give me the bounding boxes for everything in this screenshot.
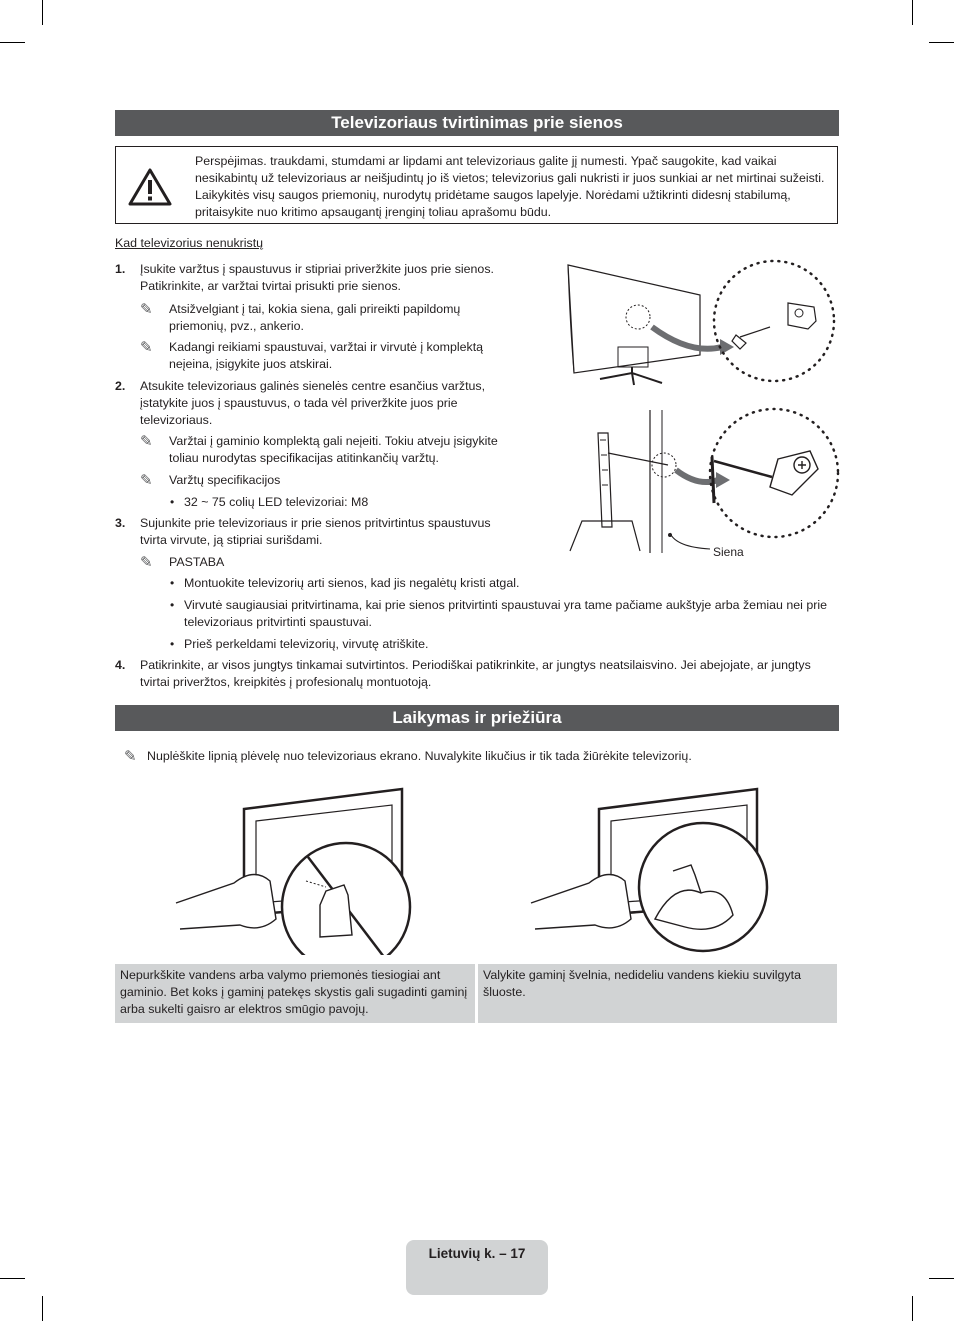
- warning-box: [115, 146, 838, 224]
- step-text: Įsukite varžtus į spaustuvus ir stipriai priveržkite juos prie sienos. Patikrinkite, ar varžtai tvirtai prisukti prie sienos.: [140, 262, 494, 293]
- note-text: Varžtai į gaminio komplektą gali neįeiti. Tokiu atveju įsigykite toliau nurodytas specifikacijas atitinkančių varžtų.: [169, 434, 498, 465]
- note-text: Kadangi reikiami spaustuvai, varžtai ir virvutė į komplektą neįeina, įsigykite juos atskirai.: [169, 340, 484, 371]
- page-number-label: Lietuvių k. – 17: [406, 1240, 548, 1295]
- warning-body: . traukdami, stumdami ar lipdami ant televizoriaus galite jį numesti. Ypač saugokite, kad vaikai nesikabintų už televizoriaus ar neišjudintų jo iš vietos; televizorius gali nukristi ir juos sunkiai ar net mirtinai sužeisti. Laikykitės visų saugos priemonių, nurodytų pridėtame saugos lapelyje. Norėdami užtikrinti didesnį stabilumą, pritaisykite nuo kritimo apsaugantį įrenginį toliau aprašomu būdu.: [195, 154, 825, 219]
- section-title-wall-mount: Televizoriaus tvirtinimas prie sienos: [115, 110, 839, 136]
- note-text: Varžtų specifikacijos: [169, 473, 281, 487]
- wall-mount-illustration: [540, 255, 840, 555]
- step-number: 4.: [115, 658, 126, 672]
- pastaba-bullet: Montuokite televizorių arti sienos, kad jis negalėtų kristi atgal.: [184, 576, 520, 590]
- step-number: 2.: [115, 379, 126, 393]
- care-note-text: Nuplėškite lipnią plėvelę nuo televizoriaus ekrano. Nuvalykite likučius ir tik tada žiūrėkite televizorių.: [147, 749, 692, 763]
- pastaba-bullet: Virvutė saugiausiai pritvirtinama, kai prie sienos pritvirtinti spaustuvai yra tame pačiame aukštyje arba žemiau nei prie televizoriaus pritvirtinti spaustuvai.: [184, 598, 828, 629]
- step-text: Patikrinkite, ar visos jungtys tinkamai sutvirtintos. Periodiškai patikrinkite, ar jungtys neatsilaisvino. Jei abejojate, ar jungtys tvirtai priveržtos, kreipkitės į profesionalų montuotoją.: [140, 658, 811, 689]
- pencil-note-icon: ✎: [140, 339, 153, 356]
- pastaba-label: PASTABA: [169, 555, 225, 569]
- section-title-care: Laikymas ir priežiūra: [115, 705, 839, 731]
- wall-label: Siena: [713, 545, 744, 559]
- pencil-note-icon: ✎: [140, 301, 153, 318]
- warning-text: [195, 153, 825, 221]
- crop-mark: [0, 42, 25, 43]
- pencil-note-icon: ✎: [140, 554, 153, 571]
- step-text: Sujunkite prie televizoriaus ir prie sienos pritvirtintus spaustuvus tvirta virvute, ją stipriai surišdami.: [140, 516, 491, 547]
- caption-no-spray: Nepurkškite vandens arba valymo priemonės tiesiogiai ant gaminio. Bet koks į gaminį patekęs skystis gali sugadinti gaminį arba sukelti gaisro ar elektros smūgio pavojų.: [115, 964, 475, 1023]
- subtitle-prevent-fall: Kad televizorius nenukristų: [115, 236, 264, 250]
- bullet: •: [170, 495, 175, 509]
- pencil-note-icon: ✎: [124, 748, 137, 765]
- caption-damp-cloth: Valykite gaminį švelnia, nedideliu vandens kiekiu suvilgyta šluoste.: [478, 964, 837, 1023]
- warning-triangle-icon: [127, 167, 173, 207]
- warning-label: Perspėjimas: [195, 154, 264, 168]
- spec-bullet-text: 32 ~ 75 colių LED televizoriai: M8: [184, 495, 369, 509]
- bullet: •: [170, 637, 175, 651]
- bullet: •: [170, 576, 175, 590]
- crop-mark: [912, 0, 913, 25]
- crop-mark: [42, 0, 43, 25]
- step-number: 3.: [115, 516, 126, 530]
- crop-mark: [42, 1296, 43, 1321]
- pencil-note-icon: ✎: [140, 472, 153, 489]
- damp-cloth-illustration: [525, 785, 785, 955]
- step-text: Atsukite televizoriaus galinės sienelės centre esančius varžtus, įstatykite juos į spaustuvus, o tada vėl priveržkite juos prie televizoriaus.: [140, 379, 486, 427]
- bullet: •: [170, 598, 175, 612]
- pencil-note-icon: ✎: [140, 433, 153, 450]
- step-number: 1.: [115, 262, 126, 276]
- crop-mark: [912, 1296, 913, 1321]
- crop-mark: [929, 42, 954, 43]
- crop-mark: [0, 1278, 25, 1279]
- crop-mark: [929, 1278, 954, 1279]
- no-spray-illustration: [170, 785, 430, 955]
- note-text: Atsižvelgiant į tai, kokia siena, gali prireikti papildomų priemonių, pvz., ankerio.: [169, 302, 461, 333]
- pastaba-bullet: Prieš perkeldami televizorių, virvutę atriškite.: [184, 637, 429, 651]
